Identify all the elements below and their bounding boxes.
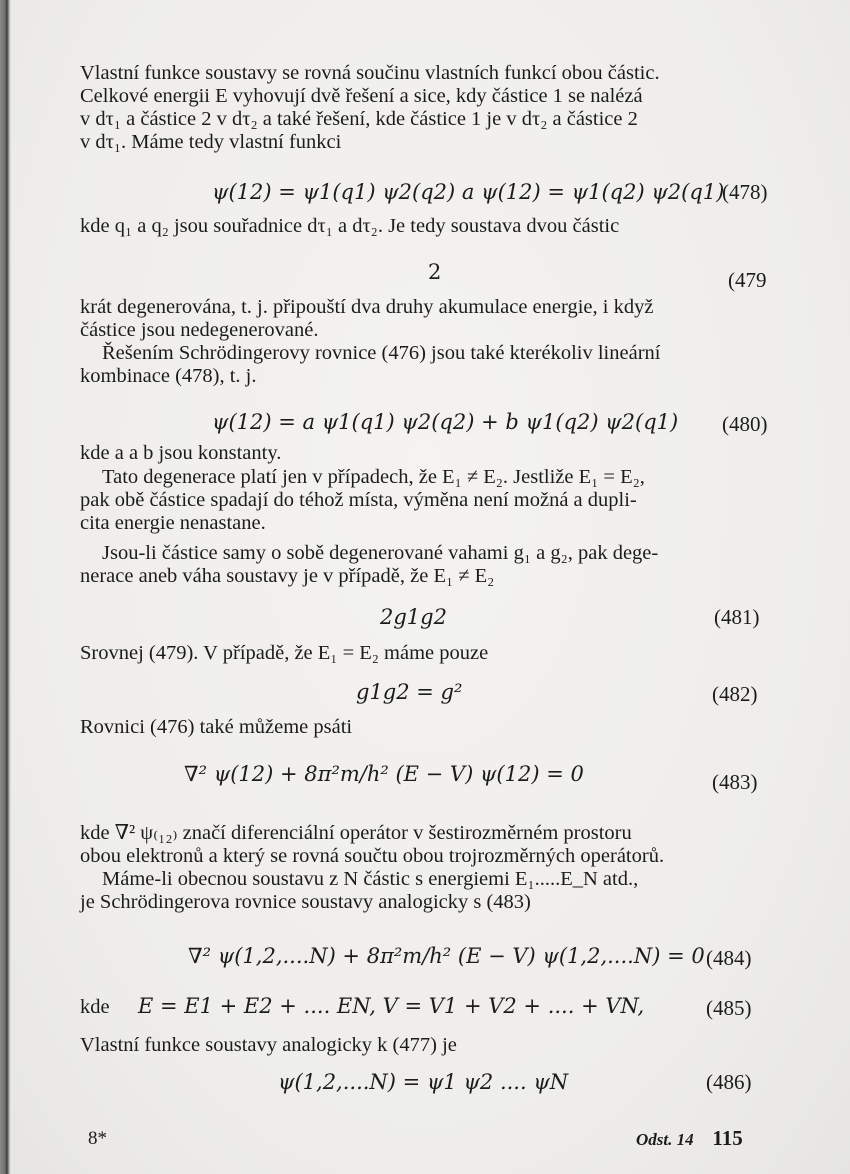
text-line: Vlastní funkce soustavy se rovná součinu vlastních funkcí obou částic.: [80, 62, 660, 84]
equation-number: (485): [706, 996, 752, 1020]
signature-mark: 8*: [88, 1128, 107, 1149]
equation-478: ψ(12) = ψ1(q1) ψ2(q2) a ψ(12) = ψ1(q2) ψ2(q1): [212, 180, 725, 204]
equation-number: (478): [722, 180, 768, 204]
equation-number: (483): [712, 770, 758, 794]
page-number: 115: [712, 1126, 743, 1150]
text-line: obou elektronů a který se rovná součtu obou trojrozměrných operátorů.: [80, 845, 665, 867]
text-line: krát degenerována, t. j. připouští dva druhy akumulace energie, i když: [80, 296, 654, 318]
text-line: kombinace (478), t. j.: [80, 365, 257, 387]
equation-481: 2g1g2: [380, 605, 447, 629]
equation-number: (486): [706, 1070, 752, 1094]
text-line: Tato degenerace platí jen v případech, že E₁ ≠ E₂. Jestliže E₁ = E₂,: [102, 466, 645, 488]
text-line: Rovnici (476) také můžeme psáti: [80, 716, 353, 738]
text-line: nerace aneb váha soustavy je v případě, že E₁ ≠ E₂: [80, 565, 495, 587]
equation-number: (481): [714, 605, 760, 629]
equation-485: E = E1 + E2 + .... EN, V = V1 + V2 + .... + VN,: [138, 994, 645, 1018]
text-line: částice jsou nedegenerované.: [80, 319, 319, 341]
equation-479: 2: [428, 260, 442, 284]
text-line: Řešením Schrödingerovy rovnice (476) jsou také kterékoliv lineární: [102, 342, 661, 364]
equation-number: (484): [706, 946, 752, 970]
equation-482: g1g2 = g²: [356, 680, 463, 704]
text-line: kde q₁ a q₂ jsou souřadnice dτ₁ a dτ₂. Je tedy soustava dvou částic: [80, 215, 620, 237]
text-line: pak obě částice spadají do téhož místa, výměna není možná a dupli-: [80, 489, 637, 511]
text-line: kde ∇² ψ₍₁₂₎ značí diferenciální operátor v šestirozměrném prostoru: [80, 822, 632, 844]
equation-number: (482): [712, 682, 758, 706]
equation-483: ∇² ψ(12) + 8π²m/h² (E − V) ψ(12) = 0: [184, 762, 584, 786]
text-line: je Schrödingerova rovnice soustavy analogicky s (483): [80, 891, 531, 913]
text-line: kde a a b jsou konstanty.: [80, 442, 282, 464]
text-line: Celkové energii E vyhovují dvě řešení a sice, kdy částice 1 se nalézá: [80, 85, 643, 107]
equation-485-prefix: kde: [80, 996, 110, 1018]
text-line: Vlastní funkce soustavy analogicky k (477) je: [80, 1034, 457, 1056]
equation-number: (479: [728, 268, 767, 292]
section-label: Odst. 14: [636, 1130, 694, 1149]
equation-480: ψ(12) = a ψ1(q1) ψ2(q2) + b ψ1(q2) ψ2(q1): [212, 410, 679, 434]
text-line: Jsou-li částice samy o sobě degenerované vahami g₁ a g₂, pak dege-: [102, 542, 659, 564]
equation-486: ψ(1,2,....N) = ψ1 ψ2 .... ψN: [278, 1070, 569, 1094]
page-binding-edge: [0, 0, 12, 1174]
text-line: v dτ₁. Máme tedy vlastní funkci: [80, 131, 342, 153]
text-line: Máme-li obecnou soustavu z N částic s energiemi E₁.....E_N atd.,: [102, 868, 639, 890]
page-footer: [636, 1126, 743, 1151]
equation-484: ∇² ψ(1,2,....N) + 8π²m/h² (E − V) ψ(1,2,....N) = 0: [188, 944, 705, 968]
text-line: Srovnej (479). V případě, že E₁ = E₂ máme pouze: [80, 642, 489, 664]
text-line: cita energie nenastane.: [80, 512, 266, 534]
text-line: v dτ₁ a částice 2 v dτ₂ a také řešení, kde částice 1 je v dτ₂ a částice 2: [80, 108, 638, 130]
equation-number: (480): [722, 412, 768, 436]
